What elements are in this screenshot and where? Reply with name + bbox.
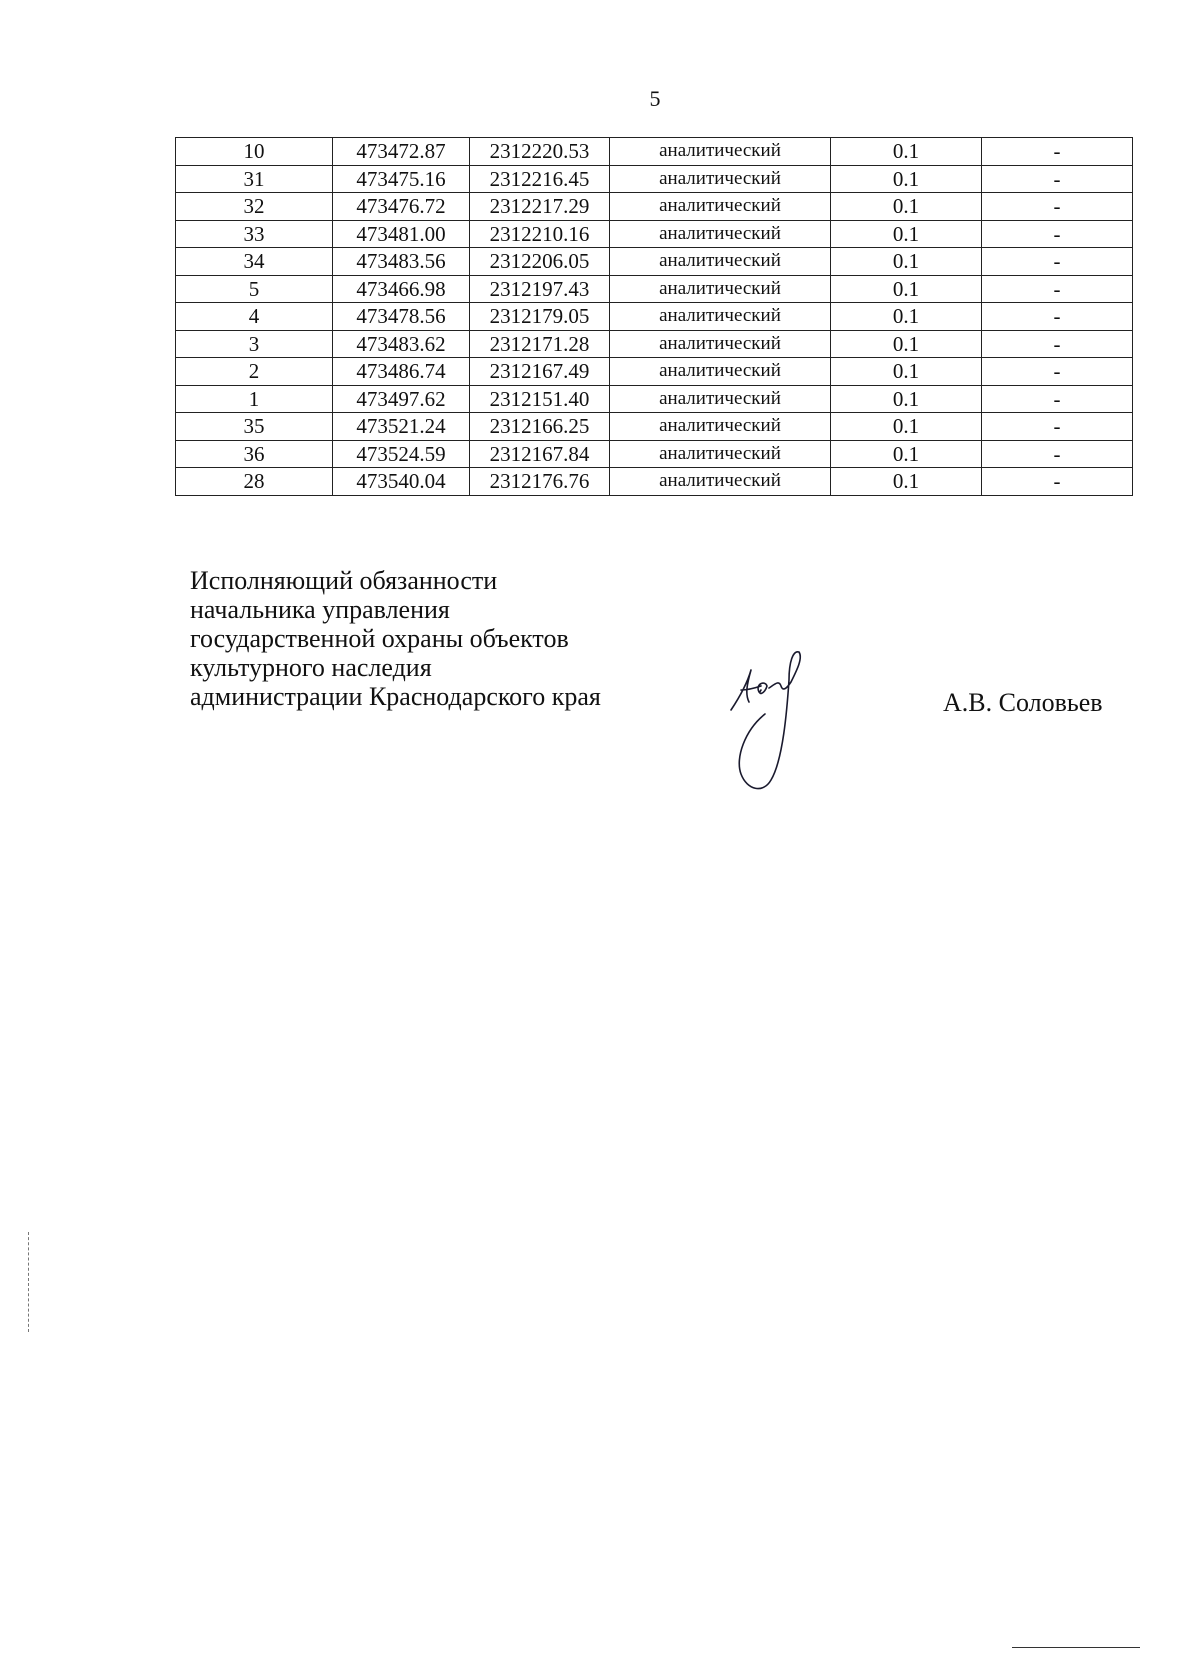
point-number-cell: 36 xyxy=(176,440,333,468)
table-row xyxy=(176,275,1133,303)
position-line: начальника управления xyxy=(190,595,450,624)
point-number-cell: 10 xyxy=(176,138,333,166)
note-cell: - xyxy=(982,138,1133,166)
note-cell: - xyxy=(982,440,1133,468)
method-cell: аналитический xyxy=(610,440,831,468)
accuracy-cell: 0.1 xyxy=(831,220,982,248)
note-cell: - xyxy=(982,275,1133,303)
x-coordinate-cell: 473497.62 xyxy=(333,385,470,413)
point-number-cell: 3 xyxy=(176,330,333,358)
note-cell: - xyxy=(982,220,1133,248)
accuracy-cell: 0.1 xyxy=(831,330,982,358)
y-coordinate-cell: 2312179.05 xyxy=(470,303,610,331)
note-cell: - xyxy=(982,193,1133,221)
note-cell: - xyxy=(982,385,1133,413)
table-row xyxy=(176,165,1133,193)
accuracy-cell: 0.1 xyxy=(831,275,982,303)
point-number-cell: 5 xyxy=(176,275,333,303)
footer-line xyxy=(1012,1647,1140,1648)
table-row xyxy=(176,138,1133,166)
point-number-cell: 35 xyxy=(176,413,333,441)
accuracy-cell: 0.1 xyxy=(831,468,982,496)
point-number-cell: 33 xyxy=(176,220,333,248)
y-coordinate-cell: 2312166.25 xyxy=(470,413,610,441)
x-coordinate-cell: 473540.04 xyxy=(333,468,470,496)
handwritten-signature-icon xyxy=(725,650,835,800)
table-row xyxy=(176,413,1133,441)
method-cell: аналитический xyxy=(610,248,831,276)
position-line: культурного наследия xyxy=(190,653,432,682)
note-cell: - xyxy=(982,358,1133,386)
method-cell: аналитический xyxy=(610,413,831,441)
x-coordinate-cell: 473475.16 xyxy=(333,165,470,193)
x-coordinate-cell: 473486.74 xyxy=(333,358,470,386)
note-cell: - xyxy=(982,468,1133,496)
y-coordinate-cell: 2312210.16 xyxy=(470,220,610,248)
method-cell: аналитический xyxy=(610,358,831,386)
accuracy-cell: 0.1 xyxy=(831,248,982,276)
x-coordinate-cell: 473524.59 xyxy=(333,440,470,468)
method-cell: аналитический xyxy=(610,220,831,248)
coordinates-table-body xyxy=(176,138,1133,496)
signer-name: А.В. Соловьев xyxy=(943,688,1103,717)
note-cell: - xyxy=(982,248,1133,276)
position-line: Исполняющий обязанности xyxy=(190,566,498,595)
accuracy-cell: 0.1 xyxy=(831,165,982,193)
accuracy-cell: 0.1 xyxy=(831,440,982,468)
point-number-cell: 31 xyxy=(176,165,333,193)
x-coordinate-cell: 473481.00 xyxy=(333,220,470,248)
position-line: администрации Краснодарского края xyxy=(190,682,601,711)
x-coordinate-cell: 473521.24 xyxy=(333,413,470,441)
y-coordinate-cell: 2312197.43 xyxy=(470,275,610,303)
note-cell: - xyxy=(982,413,1133,441)
method-cell: аналитический xyxy=(610,330,831,358)
position-line: государственной охраны объектов xyxy=(190,624,569,653)
table-row xyxy=(176,468,1133,496)
y-coordinate-cell: 2312220.53 xyxy=(470,138,610,166)
x-coordinate-cell: 473483.62 xyxy=(333,330,470,358)
table-row xyxy=(176,220,1133,248)
accuracy-cell: 0.1 xyxy=(831,358,982,386)
method-cell: аналитический xyxy=(610,275,831,303)
method-cell: аналитический xyxy=(610,165,831,193)
y-coordinate-cell: 2312217.29 xyxy=(470,193,610,221)
x-coordinate-cell: 473478.56 xyxy=(333,303,470,331)
point-number-cell: 2 xyxy=(176,358,333,386)
accuracy-cell: 0.1 xyxy=(831,303,982,331)
point-number-cell: 34 xyxy=(176,248,333,276)
y-coordinate-cell: 2312151.40 xyxy=(470,385,610,413)
table-row xyxy=(176,385,1133,413)
table-row xyxy=(176,330,1133,358)
y-coordinate-cell: 2312206.05 xyxy=(470,248,610,276)
method-cell: аналитический xyxy=(610,303,831,331)
method-cell: аналитический xyxy=(610,468,831,496)
signatory-position xyxy=(190,566,601,711)
x-coordinate-cell: 473472.87 xyxy=(333,138,470,166)
accuracy-cell: 0.1 xyxy=(831,385,982,413)
point-number-cell: 4 xyxy=(176,303,333,331)
table-row xyxy=(176,440,1133,468)
y-coordinate-cell: 2312176.76 xyxy=(470,468,610,496)
point-number-cell: 32 xyxy=(176,193,333,221)
note-cell: - xyxy=(982,165,1133,193)
table-row xyxy=(176,248,1133,276)
x-coordinate-cell: 473466.98 xyxy=(333,275,470,303)
method-cell: аналитический xyxy=(610,193,831,221)
note-cell: - xyxy=(982,330,1133,358)
table-row xyxy=(176,193,1133,221)
y-coordinate-cell: 2312216.45 xyxy=(470,165,610,193)
page-number: 5 xyxy=(649,86,661,111)
method-cell: аналитический xyxy=(610,138,831,166)
y-coordinate-cell: 2312167.84 xyxy=(470,440,610,468)
y-coordinate-cell: 2312171.28 xyxy=(470,330,610,358)
x-coordinate-cell: 473483.56 xyxy=(333,248,470,276)
coordinates-table xyxy=(175,137,1133,496)
point-number-cell: 1 xyxy=(176,385,333,413)
accuracy-cell: 0.1 xyxy=(831,138,982,166)
note-cell: - xyxy=(982,303,1133,331)
x-coordinate-cell: 473476.72 xyxy=(333,193,470,221)
y-coordinate-cell: 2312167.49 xyxy=(470,358,610,386)
point-number-cell: 28 xyxy=(176,468,333,496)
accuracy-cell: 0.1 xyxy=(831,413,982,441)
scan-edge-mark xyxy=(28,1232,29,1332)
accuracy-cell: 0.1 xyxy=(831,193,982,221)
method-cell: аналитический xyxy=(610,385,831,413)
table-row xyxy=(176,303,1133,331)
table-row xyxy=(176,358,1133,386)
